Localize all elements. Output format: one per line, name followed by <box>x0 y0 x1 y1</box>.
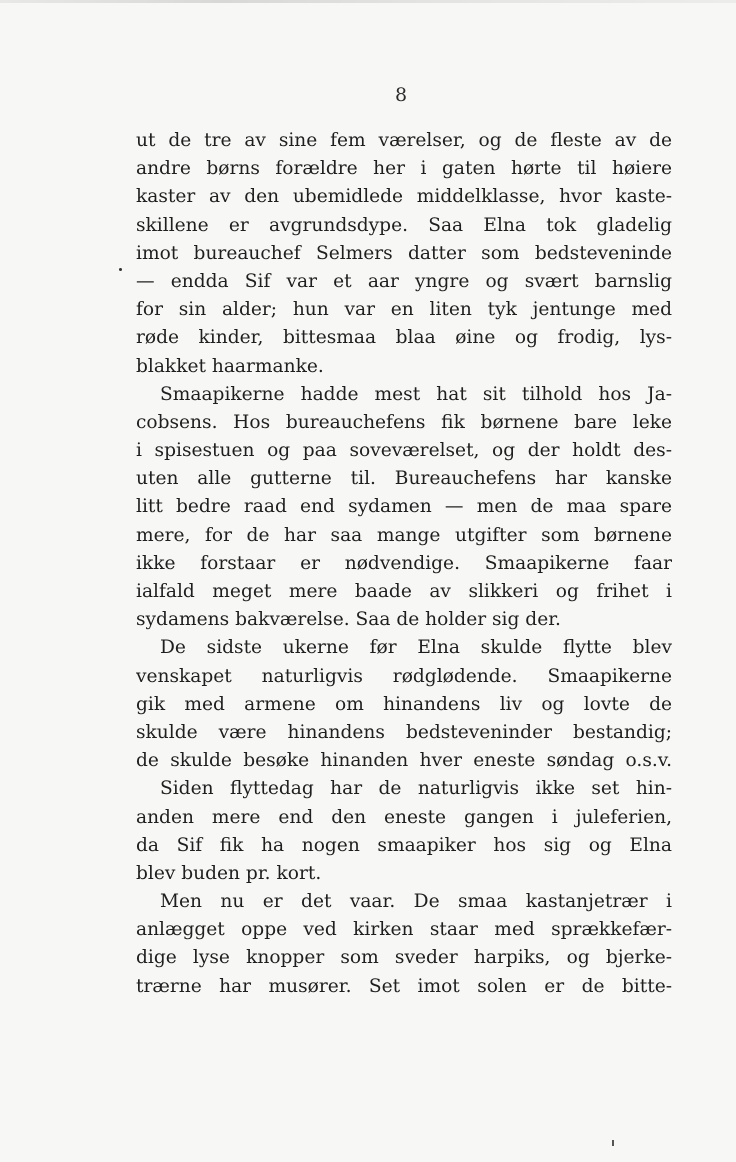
text-line: litt bedre raad end sydamen — men de maa spare <box>136 496 672 518</box>
text-line: ikke forstaar er nødvendige. Smaapikerne faar <box>136 552 672 574</box>
text-line: venskapet naturligvis rødglødende. Smaapikerne <box>136 665 672 687</box>
text-line: cobsens. Hos bureauchefens fik børnene bare leke <box>136 411 672 433</box>
scan-mark <box>612 1140 614 1146</box>
text-line: De sidste ukerne før Elna skulde flytte blev <box>160 637 672 659</box>
text-line: imot bureauchef Selmers datter som bedsteveninde <box>136 242 672 264</box>
text-line: trærne har musører. Set imot solen er de bitte- <box>136 975 672 997</box>
text-line: kaster av den ubemidlede middelklasse, hvor kaste- <box>136 186 672 208</box>
text-line: røde kinder, bittesmaa blaa øine og frodig, lys- <box>136 327 672 349</box>
text-line: andre børns forældre her i gaten hørte til høiere <box>136 158 672 180</box>
text-line: anlægget oppe ved kirken staar med sprækkefær- <box>136 919 672 941</box>
page-number: 8 <box>394 84 408 106</box>
text-line: i spisestuen og paa soveværelset, og der holdt des- <box>136 440 672 462</box>
text-line: ialfald meget mere baade av slikkeri og frihet i <box>136 581 672 602</box>
text-line: skulde være hinandens bedsteveninder bestandig; <box>136 721 672 743</box>
body-text <box>136 127 672 1001</box>
text-line: da Sif fik ha nogen smaapiker hos sig og Elna <box>136 834 672 856</box>
text-line: blev buden pr. kort. <box>136 862 322 884</box>
text-line: Men nu er det vaar. De smaa kastanjetrær i <box>160 891 672 913</box>
text-line: dige lyse knopper som sveder harpiks, og bjerke- <box>136 947 672 969</box>
text-line: — endda Sif var et aar yngre og svært barnslig <box>136 270 672 292</box>
text-line: skillene er avgrundsdype. Saa Elna tok gladelig <box>136 214 672 236</box>
scan-top-edge <box>0 0 736 3</box>
text-line: Smaapikerne hadde mest hat sit tilhold hos Ja- <box>160 383 672 405</box>
scan-speck <box>119 268 122 271</box>
text-line: uten alle gutterne til. Bureauchefens har kanske <box>136 468 672 490</box>
text-line: sydamens bakværelse. Saa de holder sig der. <box>136 609 561 631</box>
text-line: for sin alder; hun var en liten tyk jentunge med <box>136 299 672 321</box>
text-line: ut de tre av sine fem værelser, og de fleste av de <box>136 130 672 151</box>
text-line: gik med armene om hinandens liv og lovte de <box>136 693 672 715</box>
text-line: Siden flyttedag har de naturligvis ikke set hin- <box>160 778 672 800</box>
text-line: mere, for de har saa mange utgifter som børnene <box>136 524 672 546</box>
text-line: blakket haarmanke. <box>136 355 324 377</box>
text-line: anden mere end den eneste gangen i juleferien, <box>136 806 672 828</box>
text-line: de skulde besøke hinanden hver eneste søndag o.s.v. <box>136 750 672 772</box>
